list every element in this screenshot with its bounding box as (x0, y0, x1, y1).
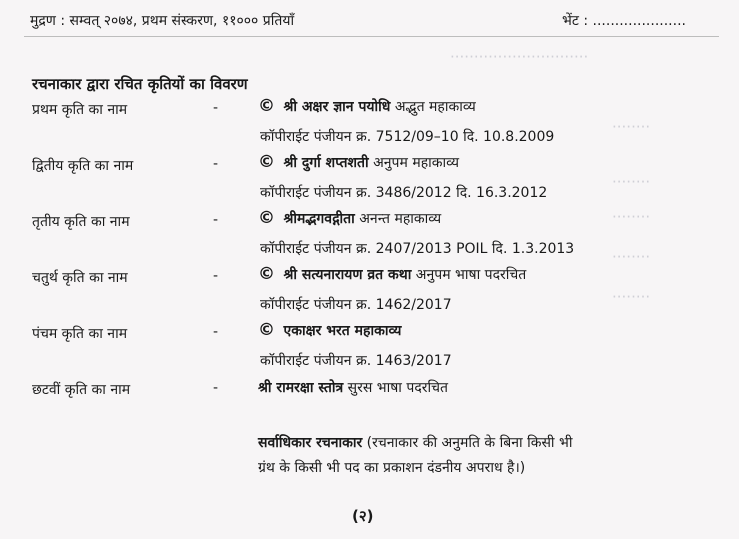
work-dash: - (213, 268, 219, 284)
work-desc: सुरस भाषा पदरचित (347, 380, 448, 396)
copyright-icon: © (258, 96, 275, 116)
work-title: श्रीमद्भगवद्गीता (283, 211, 355, 227)
rights-notice-line2: ग्रंथ के किसी भी पद का प्रकाशन दंडनीय अपराध है।) (258, 460, 526, 476)
work-dash: - (213, 100, 219, 116)
work-dash: - (213, 212, 219, 228)
header-divider (24, 36, 719, 37)
copyright-icon: © (258, 152, 275, 172)
work-desc: अनुपम महाकाव्य (373, 155, 460, 171)
page-number: (२) (352, 507, 374, 525)
work-label: प्रथम कृति का नाम (32, 102, 128, 118)
work-title: श्री दुर्गा शप्तशती (283, 155, 369, 171)
show-through-text: ········ (612, 173, 651, 191)
work-registration: कॉपीराईट पंजीयन क्र. 3486/2012 दि. 16.3.2012 (260, 185, 548, 201)
work-title: श्री रामरक्षा स्तोत्र (258, 380, 344, 396)
gift-label: भेंट : ..................... (562, 13, 686, 29)
work-registration: कॉपीराईट पंजीयन क्र. 7512/09–10 दि. 10.8.2009 (260, 129, 555, 145)
work-entry (258, 152, 459, 172)
work-entry (258, 378, 448, 397)
rights-notice-line1 (258, 433, 572, 452)
work-desc: अद्भुत महाकाव्य (394, 99, 476, 115)
show-through-text: ····························· (450, 48, 589, 66)
copyright-icon: © (258, 264, 275, 284)
work-title: एकाक्षर भरत महाकाव्य (283, 323, 402, 339)
work-entry (258, 208, 441, 228)
show-through-text: ········ (612, 288, 651, 306)
section-title: रचनाकार द्वारा रचित कृतियों का विवरण (32, 75, 248, 93)
work-label: द्वितीय कृति का नाम (32, 158, 134, 174)
show-through-text: ········ (612, 248, 651, 266)
work-title: श्री अक्षर ज्ञान पयोधि (283, 99, 391, 115)
work-dash: - (213, 380, 219, 396)
work-label: चतुर्थ कृति का नाम (32, 270, 128, 286)
show-through-text: ········ (612, 208, 651, 226)
work-entry (258, 264, 526, 284)
work-desc: अनुपम भाषा पदरचित (415, 267, 527, 283)
copyright-icon: © (258, 320, 275, 340)
work-title: श्री सत्यनारायण व्रत कथा (283, 267, 412, 283)
rights-holder: सर्वाधिकार रचनाकार (258, 435, 363, 451)
work-entry (258, 320, 401, 340)
rights-text: (रचनाकार की अनुमति के बिना किसी भी (366, 435, 573, 451)
show-through-text: ········ (612, 118, 651, 136)
print-info: मुद्रण : सम्वत् २०७४, प्रथम संस्करण, ११००० प्रतियाँ (30, 13, 295, 29)
work-label: तृतीय कृति का नाम (32, 214, 130, 230)
work-dash: - (213, 156, 219, 172)
work-entry (258, 96, 476, 116)
work-desc: अनन्त महाकाव्य (359, 211, 442, 227)
work-registration: कॉपीराईट पंजीयन क्र. 1462/2017 (260, 297, 452, 313)
work-registration: कॉपीराईट पंजीयन क्र. 2407/2013 POIL दि. 1.3.2013 (260, 241, 575, 257)
work-dash: - (213, 324, 219, 340)
work-registration: कॉपीराईट पंजीयन क्र. 1463/2017 (260, 353, 452, 369)
work-label: पंचम कृति का नाम (32, 326, 128, 342)
copyright-icon: © (258, 208, 275, 228)
work-label: छटवीं कृति का नाम (32, 382, 131, 398)
